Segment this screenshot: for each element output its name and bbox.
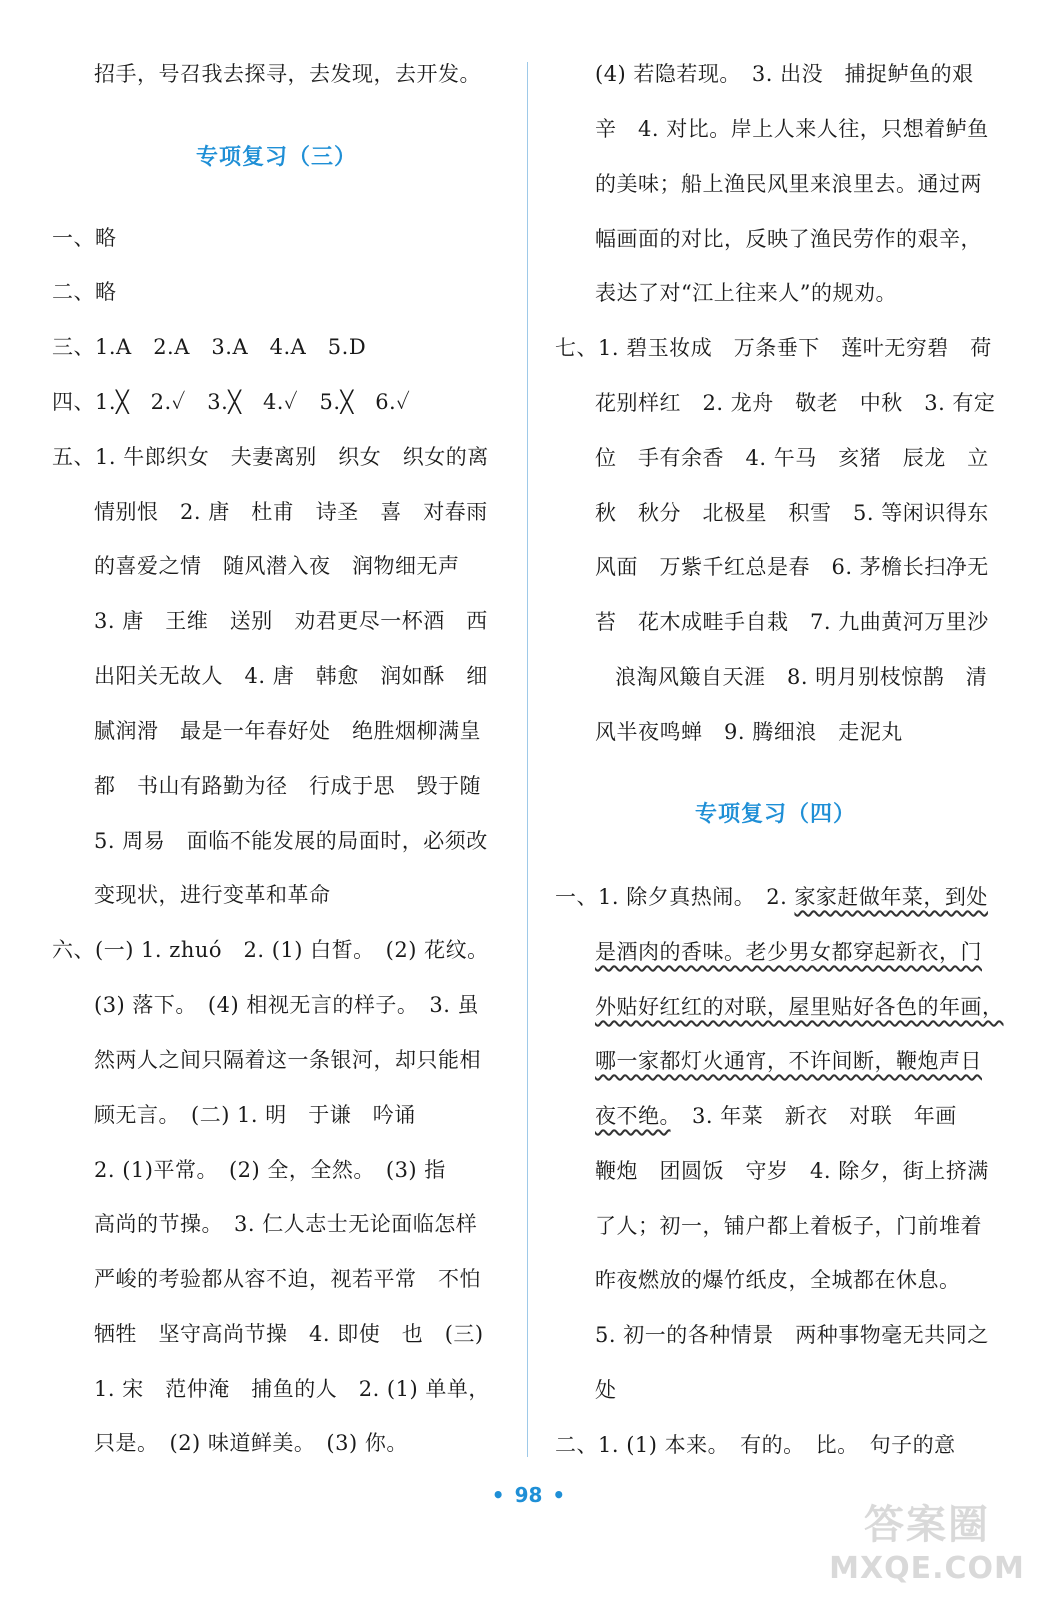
text-segment: 3. 年菜 新衣 对联 年画: [670, 1104, 957, 1128]
text-line: 变现状，进行变革和革命: [94, 883, 331, 907]
text-line: 风面 万紫千红总是春 6. 茅檐长扫净无: [595, 555, 989, 579]
text-line: 5. 周易 面临不能发展的局面时，必须改: [94, 829, 488, 853]
underlined-text: 哪一家都灯火通宵，不许间断，鞭炮声日: [595, 1049, 982, 1073]
text-line: 浪淘风簸自天涯 8. 明月别枝惊鹊 清: [615, 665, 988, 689]
text-line: 五、1. 牛郎织女 夫妻离别 织女 织女的离: [52, 445, 489, 469]
text-line: [595, 1096, 957, 1136]
watermark-logo: [817, 1500, 1037, 1595]
text-line: 二、略: [52, 280, 117, 304]
text-line: 花别样红 2. 龙舟 敬老 中秋 3. 有定: [595, 391, 996, 415]
page-number-dot: •: [491, 1483, 505, 1507]
text-line: 然两人之间只隔着这一条银河，却只能相: [94, 1048, 481, 1072]
underlined-text: 家家赶做年菜，到处: [794, 885, 988, 909]
text-line: 六、(一) 1. zhuó 2. (1) 白皙。 (2) 花纹。: [52, 938, 489, 962]
text-line: (4) 若隐若现。 3. 出没 捕捉鲈鱼的艰: [595, 62, 974, 86]
text-line: (3) 落下。 (4) 相视无言的样子。 3. 虽: [94, 993, 480, 1017]
text-line: 幅画面的对比，反映了渔民劳作的艰辛，: [595, 227, 982, 251]
text-line: 秋 秋分 北极星 积雪 5. 等闲识得东: [595, 501, 989, 525]
text-line: 严峻的考验都从容不迫，视若平常 不怕: [94, 1267, 481, 1291]
text-line: 招手，号召我去探寻，去发现，去开发。: [94, 62, 481, 86]
text-line: 一、略: [52, 226, 117, 250]
text-line: 二、1. (1) 本来。 有的。 比。 句子的意: [555, 1433, 956, 1457]
column-divider: [527, 62, 528, 1457]
text-line: 四、1.╳ 2.✓ 3.╳ 4.✓ 5.╳ 6.✓: [52, 390, 411, 414]
watermark-url: MXQE.COM: [829, 1551, 1025, 1586]
text-line: 1. 宋 范仲淹 捕鱼的人 2. (1) 单单，: [94, 1377, 490, 1401]
text-line: 只是。 (2) 味道鲜美。 (3) 你。: [94, 1431, 408, 1455]
text-line: 位 手有余香 4. 午马 亥猪 辰龙 立: [595, 446, 989, 470]
page-number-value: 98: [514, 1483, 543, 1507]
text-line: 七、1. 碧玉妆成 万条垂下 莲叶无穷碧 荷: [555, 336, 992, 360]
text-line: 的喜爱之情 随风潜入夜 润物细无声: [94, 554, 460, 578]
underlined-text: 外贴好红红的对联，屋里贴好各色的年画，: [595, 995, 1004, 1019]
text-line: 昨夜燃放的爆竹纸皮，全城都在休息。: [595, 1268, 961, 1292]
text-line: 2. (1)平常。 (2) 全，全然。 (3) 指: [94, 1158, 446, 1182]
text-line: 处: [595, 1378, 617, 1402]
text-line: 都 书山有路勤为径 行成于思 毁于随: [94, 774, 481, 798]
text-line: 苔 花木成畦手自栽 7. 九曲黄河万里沙: [595, 610, 989, 634]
text-line: 鞭炮 团圆饭 守岁 4. 除夕，街上挤满: [595, 1159, 989, 1183]
text-line: 情别恨 2. 唐 杜甫 诗圣 喜 对春雨: [94, 500, 488, 524]
watermark-title: 答案圈: [864, 1502, 990, 1548]
text-line: 的美味；船上渔民风里来浪里去。通过两: [595, 172, 982, 196]
text-line: 表达了对“江上往来人”的规劝。: [595, 281, 897, 305]
text-line: [555, 877, 988, 917]
text-line: 了人；初一，铺户都上着板子，门前堆着: [595, 1214, 982, 1238]
text-line: 风半夜鸣蝉 9. 腾细浪 走泥丸: [595, 720, 903, 744]
text-line: 高尚的节操。 3. 仁人志士无论面临怎样: [94, 1212, 478, 1236]
text-line: 辛 4. 对比。岸上人来人往，只想着鲈鱼: [595, 117, 989, 141]
text-line: 3. 唐 王维 送别 劝君更尽一杯酒 西: [94, 609, 488, 633]
underlined-text: 是酒肉的香味。老少男女都穿起新衣，门: [595, 940, 982, 964]
underlined-text: 夜不绝。: [595, 1104, 671, 1128]
text-line: 5. 初一的各种情景 两种事物毫无共同之: [595, 1323, 989, 1347]
text-line: 腻润滑 最是一年春好处 绝胜烟柳满皇: [94, 719, 481, 743]
section-heading: 专项复习（四）: [695, 802, 857, 827]
text-segment: 一、1. 除夕真热闹。 2.: [555, 885, 795, 909]
text-line: 顾无言。 (二) 1. 明 于谦 吟诵: [94, 1103, 416, 1127]
page-number-dot: •: [552, 1483, 566, 1507]
text-line: 三、1.A 2.A 3.A 4.A 5.D: [52, 335, 367, 359]
section-heading: 专项复习（三）: [196, 145, 358, 170]
text-line: 牺牲 坚守高尚节操 4. 即使 也 (三): [94, 1322, 484, 1346]
text-line: 出阳关无故人 4. 唐 韩愈 润如酥 细: [94, 664, 488, 688]
